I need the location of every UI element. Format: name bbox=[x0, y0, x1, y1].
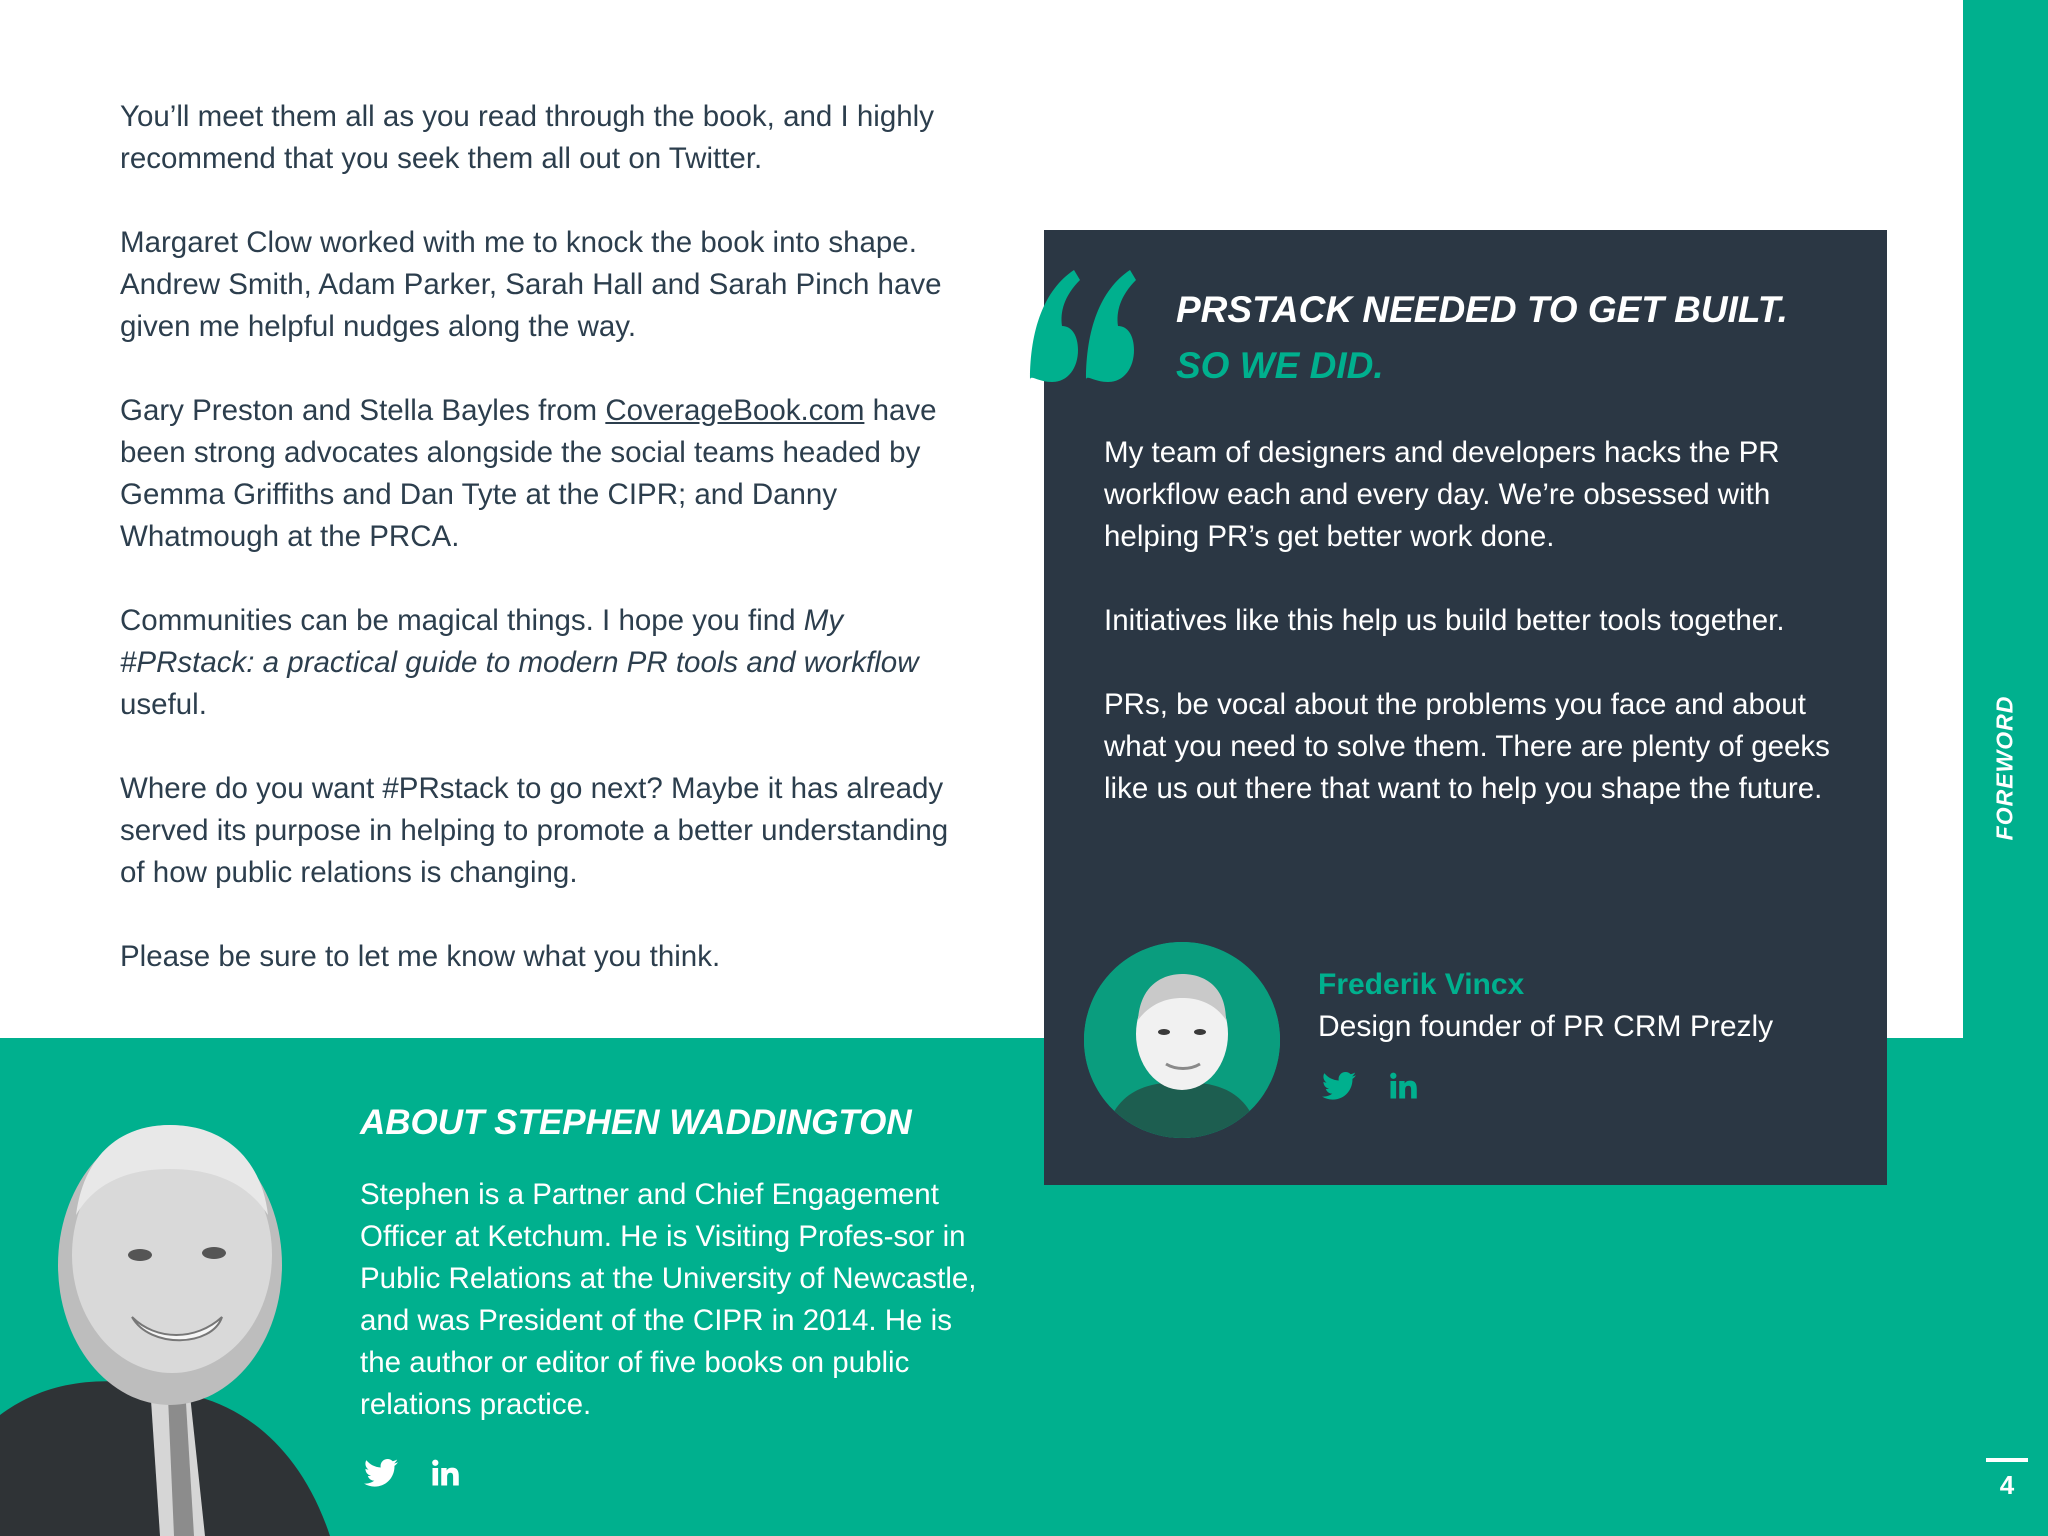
author-portrait bbox=[0, 1085, 340, 1536]
paragraph bbox=[120, 390, 950, 558]
quote-heading-line2: SO WE DID. bbox=[1176, 345, 1384, 386]
paragraph: Margaret Clow worked with me to knock the book into shape. Andrew Smith, Adam Parker, Sarah Hall and Sarah Pinch have given me helpful nudges along the way. bbox=[120, 226, 942, 343]
paragraph: PRs, be vocal about the problems you face and about what you need to solve them. There are plenty of geeks like us out there that want to help you shape the future. bbox=[1104, 688, 1830, 805]
coveragebook-link[interactable]: CoverageBook.com bbox=[605, 394, 865, 427]
paragraph: My team of designers and developers hacks the PR workflow each and every day. We’re obsessed with helping PR’s get better work done. bbox=[1104, 436, 1780, 553]
avatar bbox=[1084, 942, 1280, 1138]
paragraph: Initiatives like this help us build better tools together. bbox=[1104, 604, 1785, 637]
paragraph: Where do you want #PRstack to go next? Maybe it has already served its purpose in helping to promote a better understanding of how public relations is changing. bbox=[120, 772, 949, 889]
twitter-icon[interactable] bbox=[364, 1458, 398, 1488]
quote-body bbox=[1104, 432, 1844, 852]
paragraph-text: useful. bbox=[120, 688, 207, 721]
linkedin-icon[interactable] bbox=[428, 1458, 462, 1488]
book-title: My #PRstack: a practical guide to modern PR tools and workflow bbox=[120, 604, 919, 679]
foreword-body bbox=[120, 96, 950, 1020]
about-heading: ABOUT STEPHEN WADDINGTON bbox=[360, 1103, 912, 1142]
paragraph: You’ll meet them all as you read through the book, and I highly recommend that you seek them all out on Twitter. bbox=[120, 100, 934, 175]
paragraph-text: have been strong advocates alongside the social teams headed by Gemma Griffiths and Dan Tyte at the CIPR; and Danny Whatmough at the PRCA. bbox=[120, 394, 937, 553]
author-social-links bbox=[364, 1458, 462, 1488]
page-number-rule bbox=[1986, 1458, 2028, 1462]
section-label: FOREWORD bbox=[1991, 695, 2018, 841]
quote-social-links bbox=[1322, 1071, 1420, 1101]
linkedin-icon[interactable] bbox=[1386, 1071, 1420, 1101]
paragraph: Please be sure to let me know what you think. bbox=[120, 940, 721, 973]
person-name: Frederik Vincx bbox=[1318, 968, 1525, 1001]
about-body: Stephen is a Partner and Chief Engagement Officer at Ketchum. He is Visiting Profes-sor in Public Relations at the University of Newcastle, and was President of the CIPR in 2014. He is the author or editor of five books on public relations practice. bbox=[360, 1178, 977, 1421]
quote-mark-icon bbox=[1022, 250, 1142, 400]
paragraph bbox=[120, 600, 950, 726]
quote-heading bbox=[1176, 282, 1856, 394]
quote-heading-line1: PRSTACK NEEDED TO GET BUILT. bbox=[1176, 289, 1788, 330]
person-role: Design founder of PR CRM Prezly bbox=[1318, 1010, 1774, 1043]
paragraph-text: Gary Preston and Stella Bayles from bbox=[120, 394, 606, 427]
twitter-icon[interactable] bbox=[1322, 1071, 1356, 1101]
page-number: 4 bbox=[1999, 1470, 2015, 1500]
paragraph-text: Communities can be magical things. I hope you find bbox=[120, 604, 804, 637]
